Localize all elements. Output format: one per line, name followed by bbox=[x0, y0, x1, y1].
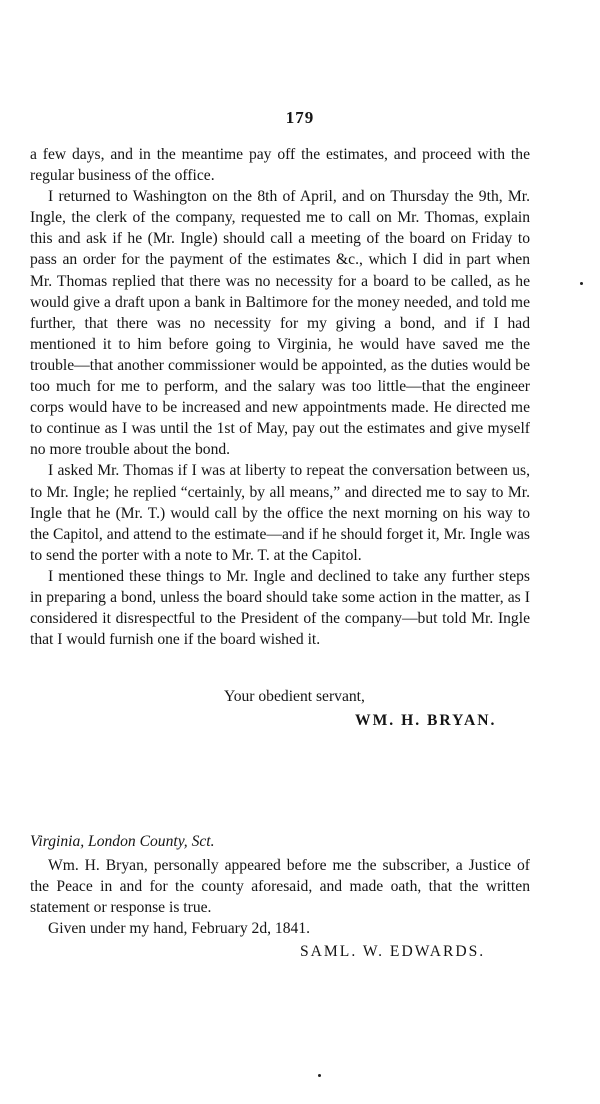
letter-body bbox=[30, 144, 530, 650]
letter-paragraph-4: I mentioned these things to Mr. Ingle and declined to take any further steps in preparing a bond, unless the board should take some action in the matter, as I considered it disrespectful to the President of the company—but told Mr. Ingle that I would furnish one if the board wished it. bbox=[30, 567, 530, 649]
page-number: 179 bbox=[285, 108, 315, 127]
affidavit-paragraph-1: Wm. H. Bryan, personally appeared before me the subscriber, a Justice of the Peace in and for the county aforesaid, and made oath, that the written statement or response is true. bbox=[30, 857, 530, 917]
affidavit-signature: SAML. W. EDWARDS. bbox=[300, 943, 486, 960]
print-speck bbox=[318, 1074, 321, 1077]
affidavit-body bbox=[30, 855, 530, 939]
letter-paragraph-2: I returned to Washington on the 8th of April, and on Thursday the 9th, Mr. Ingle, the clerk of the company, requested me to call on Mr. Thomas, explain this and ask if he (Mr. Ingle) should call a meeting of the board on Friday to pass an order for the payment of the estimates &c., which I did in part when Mr. Thomas replied that there was no necessity for a board to be called, as he would give a draft upon a bank in Baltimore for the money needed, and told me further, that there was no necessity for my giving a bond, and if I had mentioned it to him before going to Virginia, he would have saved me the trouble—that another commissioner would be appointed, as the duties would be too much for me to perform, and the salary was too little—that the engineer corps would have to be increased and new appointments made. He directed me to continue as I was until the 1st of May, pay out the estimates and give myself no more trouble about the bond. bbox=[30, 188, 530, 459]
affidavit-venue: Virginia, London County, Sct. bbox=[30, 833, 215, 850]
letter-closing: Your obedient servant, bbox=[224, 688, 365, 705]
letter-paragraph-1: a few days, and in the meantime pay off the estimates, and proceed with the regular business of the office. bbox=[30, 146, 530, 185]
letter-signature: WM. H. BRYAN. bbox=[355, 712, 497, 729]
print-speck bbox=[580, 282, 583, 285]
letter-paragraph-3: I asked Mr. Thomas if I was at liberty to repeat the conversation between us, to Mr. Ingle; he replied “certainly, by all means,” and directed me to say to Mr. Ingle that he (Mr. T.) would call by the office the next morning on his way to the Capitol, and attend to the estimate—and if he should forget it, Mr. Ingle was to send the porter with a note to Mr. T. at the Capitol. bbox=[30, 462, 530, 564]
affidavit-paragraph-2: Given under my hand, February 2d, 1841. bbox=[48, 920, 311, 938]
